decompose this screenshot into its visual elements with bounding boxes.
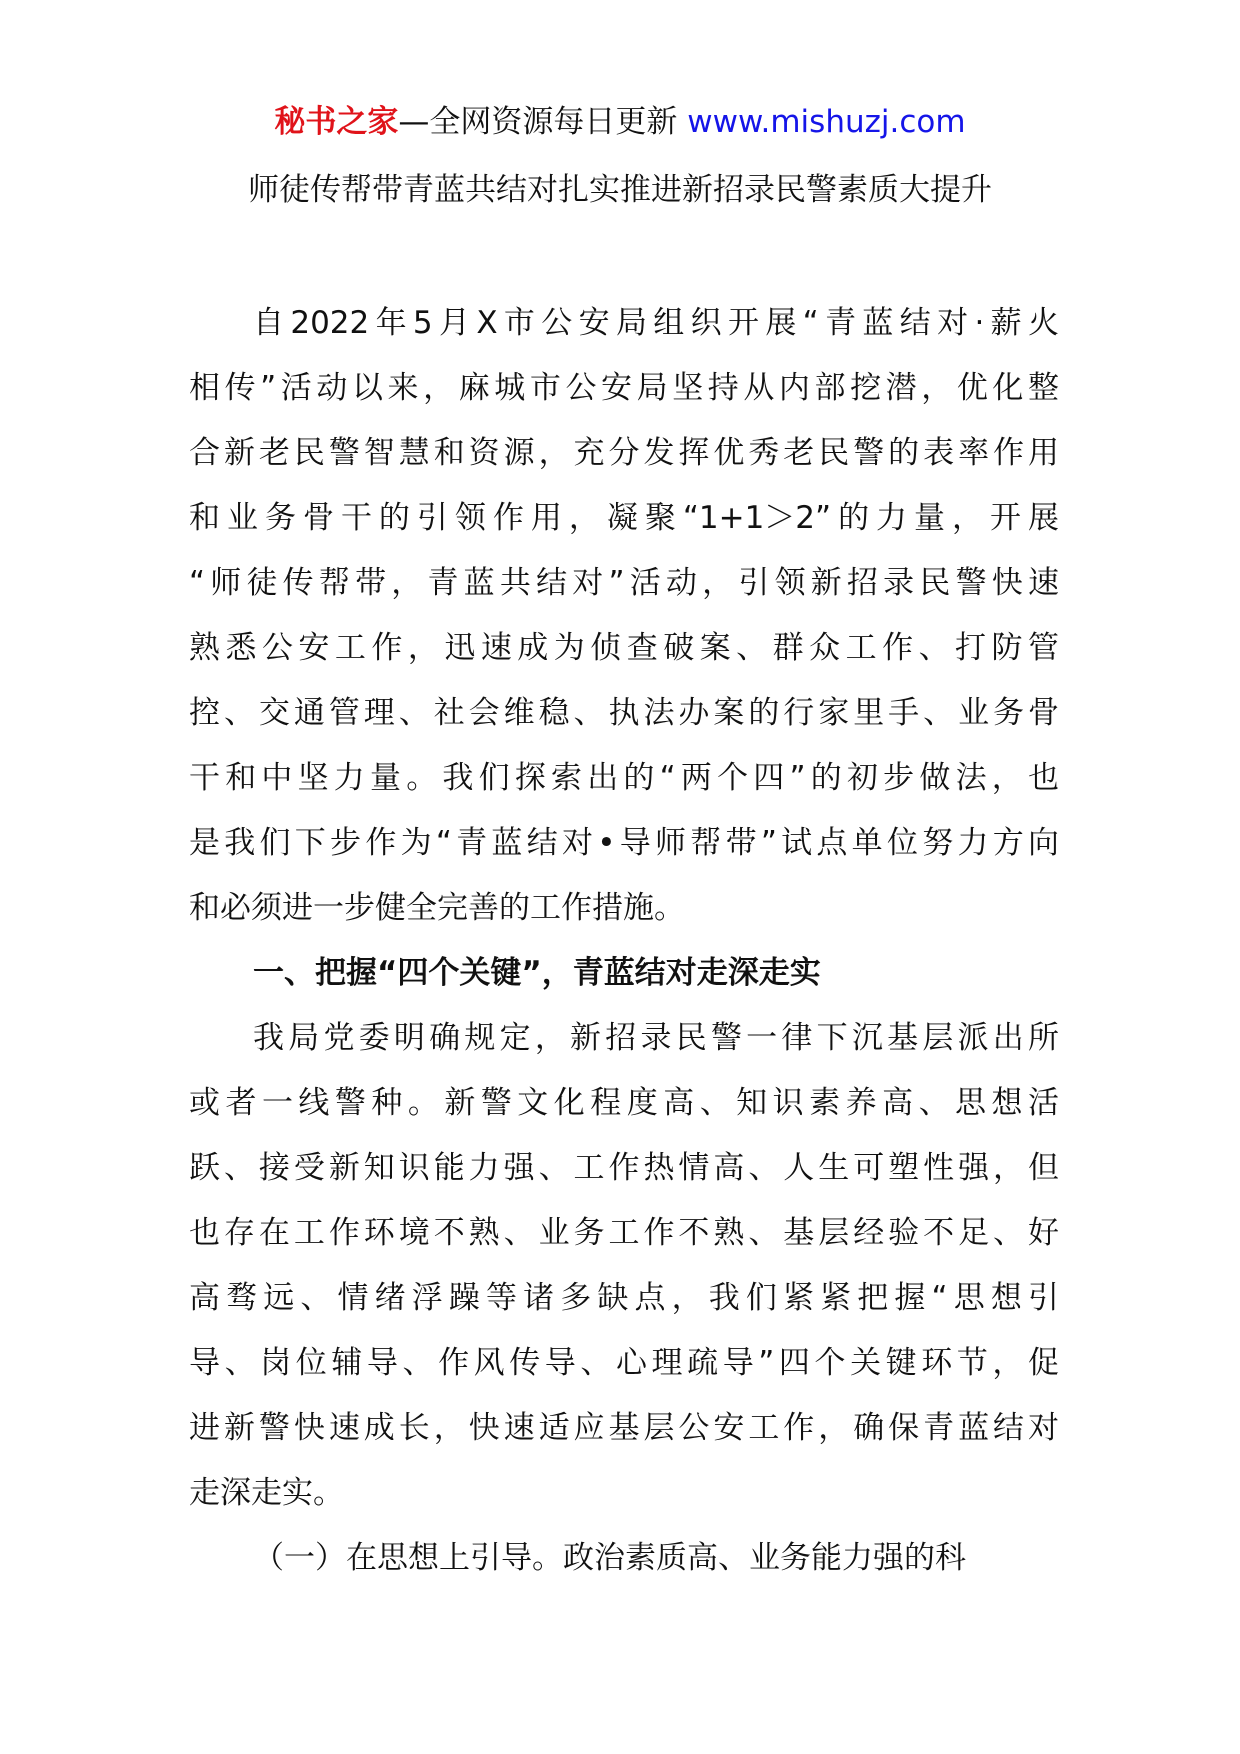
text-line: 一、把握“四个关键”，青蓝结对走深走实 <box>253 955 821 991</box>
text-line: 控、交通管理、社会维稳、执法办案的行家里手、业务骨 <box>189 695 1059 731</box>
text-line: “师徒传帮带，青蓝共结对”活动，引领新招录民警快速 <box>189 565 1059 601</box>
website-link[interactable]: www.mishuzj.com <box>687 104 966 140</box>
banner-tagline: —全网资源每日更新 <box>398 104 678 140</box>
text-line: 进新警快速成长，快速适应基层公安工作，确保青蓝结对 <box>189 1410 1059 1446</box>
document-body <box>189 291 1059 1591</box>
text-line: 自2022年5月X市公安局组织开展“青蓝结对·薪火 <box>253 305 1059 341</box>
text-line: 也存在工作环境不熟、业务工作不熟、基层经验不足、好 <box>189 1215 1059 1251</box>
text-line: 干和中坚力量。我们探索出的“两个四”的初步做法，也 <box>189 760 1059 796</box>
text-line: （一）在思想上引导。政治素质高、业务能力强的科 <box>253 1540 966 1576</box>
text-line: 走深走实。 <box>189 1475 344 1511</box>
text-line: 合新老民警智慧和资源，充分发挥优秀老民警的表率作用 <box>189 435 1059 471</box>
text-line: 我局党委明确规定，新招录民警一律下沉基层派出所 <box>253 1020 1059 1056</box>
text-line: 和必须进一步健全完善的工作措施。 <box>189 890 685 926</box>
document-title: 师徒传帮带青蓝共结对扎实推进新招录民警素质大提升 <box>248 172 992 208</box>
brand-name: 秘书之家 <box>274 104 399 140</box>
text-line: 相传”活动以来，麻城市公安局坚持从内部挖潜，优化整 <box>189 370 1059 406</box>
site-banner <box>0 100 1240 144</box>
paragraph <box>189 291 1059 941</box>
text-line: 熟悉公安工作，迅速成为侦查破案、群众工作、打防管 <box>189 630 1059 666</box>
text-line: 导、岗位辅导、作风传导、心理疏导”四个关键环节，促 <box>189 1345 1059 1381</box>
text-line: 高骛远、情绪浮躁等诸多缺点，我们紧紧把握“思想引 <box>189 1280 1059 1316</box>
text-line: 和业务骨干的引领作用，凝聚“1+1＞2”的力量，开展 <box>189 500 1059 536</box>
text-line: 或者一线警种。新警文化程度高、知识素养高、思想活 <box>189 1085 1059 1121</box>
text-line: 跃、接受新知识能力强、工作热情高、人生可塑性强，但 <box>189 1150 1059 1186</box>
paragraph <box>189 1006 1059 1526</box>
section-heading <box>189 941 1059 1006</box>
text-line: 是我们下步作为“青蓝结对•导师帮带”试点单位努力方向 <box>189 825 1059 861</box>
paragraph <box>189 1526 1059 1591</box>
